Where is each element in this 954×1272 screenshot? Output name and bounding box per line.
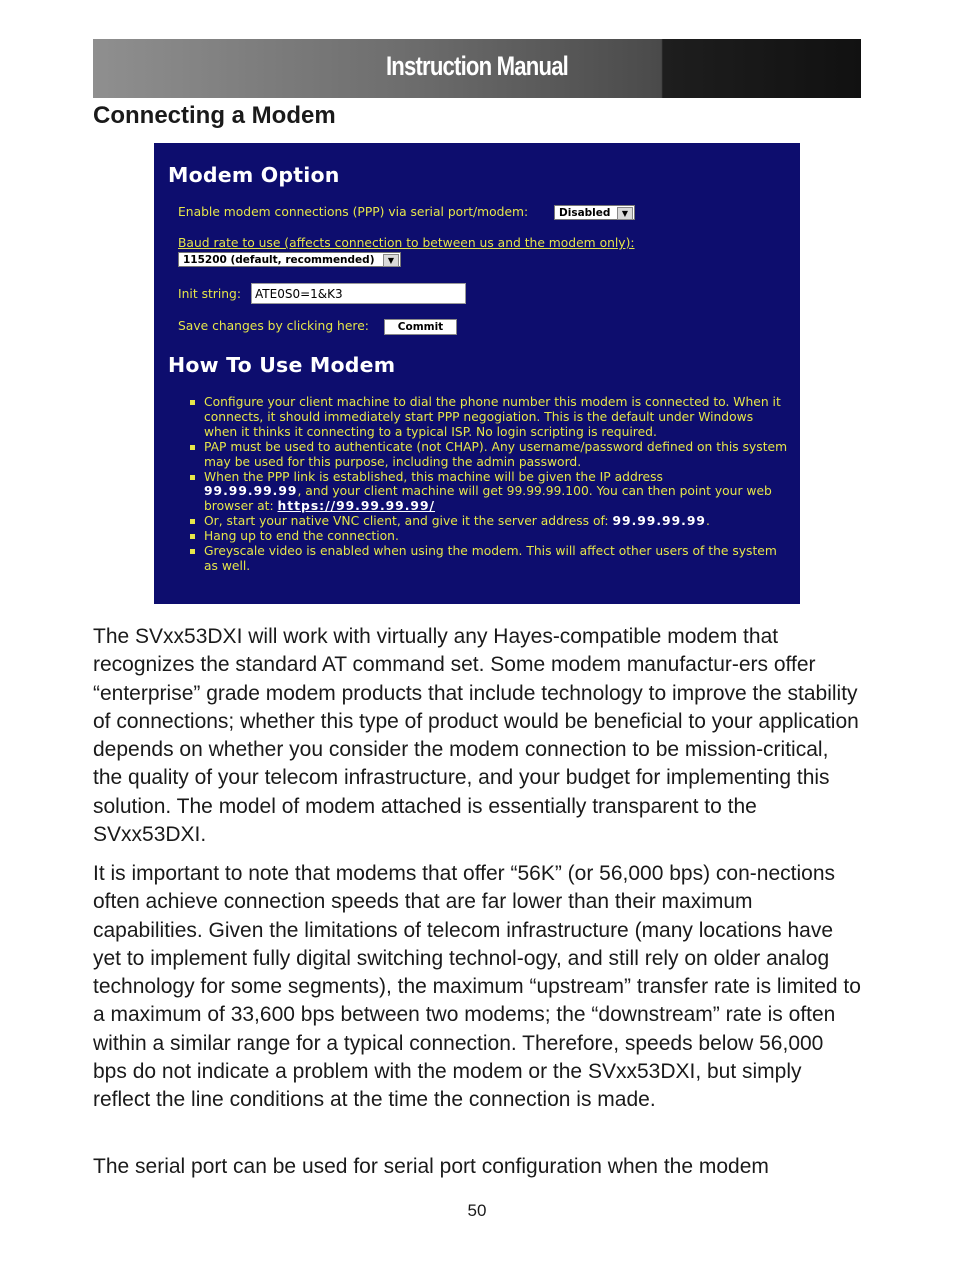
header-bar xyxy=(93,39,861,98)
list-item: Or, start your native VNC client, and give it the server address of: 99.99.99.99. xyxy=(190,514,790,529)
section-heading: Connecting a Modem xyxy=(93,102,336,129)
modem-settings-screenshot xyxy=(154,143,800,604)
chevron-down-icon: ▼ xyxy=(383,254,399,267)
web-link[interactable]: https://99.99.99.99/ xyxy=(277,499,436,514)
enable-modem-select[interactable] xyxy=(554,205,635,220)
how-to-list xyxy=(190,395,790,574)
ip-address: 99.99.99.99 xyxy=(612,514,706,529)
modem-option-title: Modem Option xyxy=(168,163,340,187)
baud-rate-label[interactable]: Baud rate to use (affects connection to between us and the modem only): xyxy=(178,236,635,250)
paragraph-modem-compatibility: The SVxx53DXI will work with virtually any Hayes-compatible modem that recognizes the standard AT command set. Some modem manufactur-ers offer “enterprise” grade modem products that include technology to improve the stability of connections; whether this type of product would be beneficial to your application depends on whether you consider the modem connection to be mission-critical, the quality of your telecom infrastructure, and your budget for implementing this solution. The model of modem attached is essentially transparent to the SVxx53DXI. xyxy=(93,625,859,847)
page-number: 50 xyxy=(467,1201,487,1220)
commit-button[interactable]: Commit xyxy=(384,319,457,335)
how-to-use-modem-title: How To Use Modem xyxy=(168,353,396,377)
list-item: When the PPP link is established, this machine will be given the IP address 99.99.99.99, and your client machine will get 99.99.99.100. You can then point your web browser at: https://99.99.99.99/ xyxy=(190,470,790,515)
baud-rate-value: 115200 (default, recommended) xyxy=(183,254,375,266)
init-string-label: Init string: xyxy=(178,287,242,301)
chevron-down-icon: ▼ xyxy=(617,207,633,220)
list-item: Hang up to end the connection. xyxy=(190,529,790,544)
ip-address: 99.99.99.99 xyxy=(204,484,298,499)
baud-rate-select[interactable] xyxy=(178,252,401,267)
list-item: Greyscale video is enabled when using the modem. This will affect other users of the system as well. xyxy=(190,544,790,574)
list-item: Configure your client machine to dial the phone number this modem is connected to. When it connects, it should immediately start PPP negogiation. This is the default under Windows when it thinks it connecting to a typical ISP. No login scripting is required. xyxy=(190,395,790,440)
header-title: Instruction Manual xyxy=(385,51,569,81)
paragraph-connection-speeds: It is important to note that modems that offer “56K” (or 56,000 bps) con-nections often achieve connection speeds that are far lower than their maximum capabilities. Given the limitations of telecom infrastructure (many locations have yet to implement fully digital switching technol-ogy, and still rely on older analog technology for some segments), the maximum “upstream” transfer rate is limited to a maximum of 33,600 bps between two modems; the “downstream” rate is often within a similar range for a typical connection. Therefore, speeds below 56,000 bps do not indicate a problem with the modem or the SVxx53DXI, but simply reflect the line conditions at the time the connection is made. xyxy=(93,862,861,1112)
save-changes-label: Save changes by clicking here: xyxy=(178,319,369,333)
paragraph-serial-port: The serial port can be used for serial port configuration when the modem xyxy=(93,1155,769,1178)
init-string-input[interactable] xyxy=(251,283,466,304)
list-item: PAP must be used to authenticate (not CHAP). Any username/password defined on this system may be used for this purpose, including the admin password. xyxy=(190,440,790,470)
enable-modem-value: Disabled xyxy=(559,207,611,219)
enable-modem-label: Enable modem connections (PPP) via serial port/modem: xyxy=(178,205,529,219)
